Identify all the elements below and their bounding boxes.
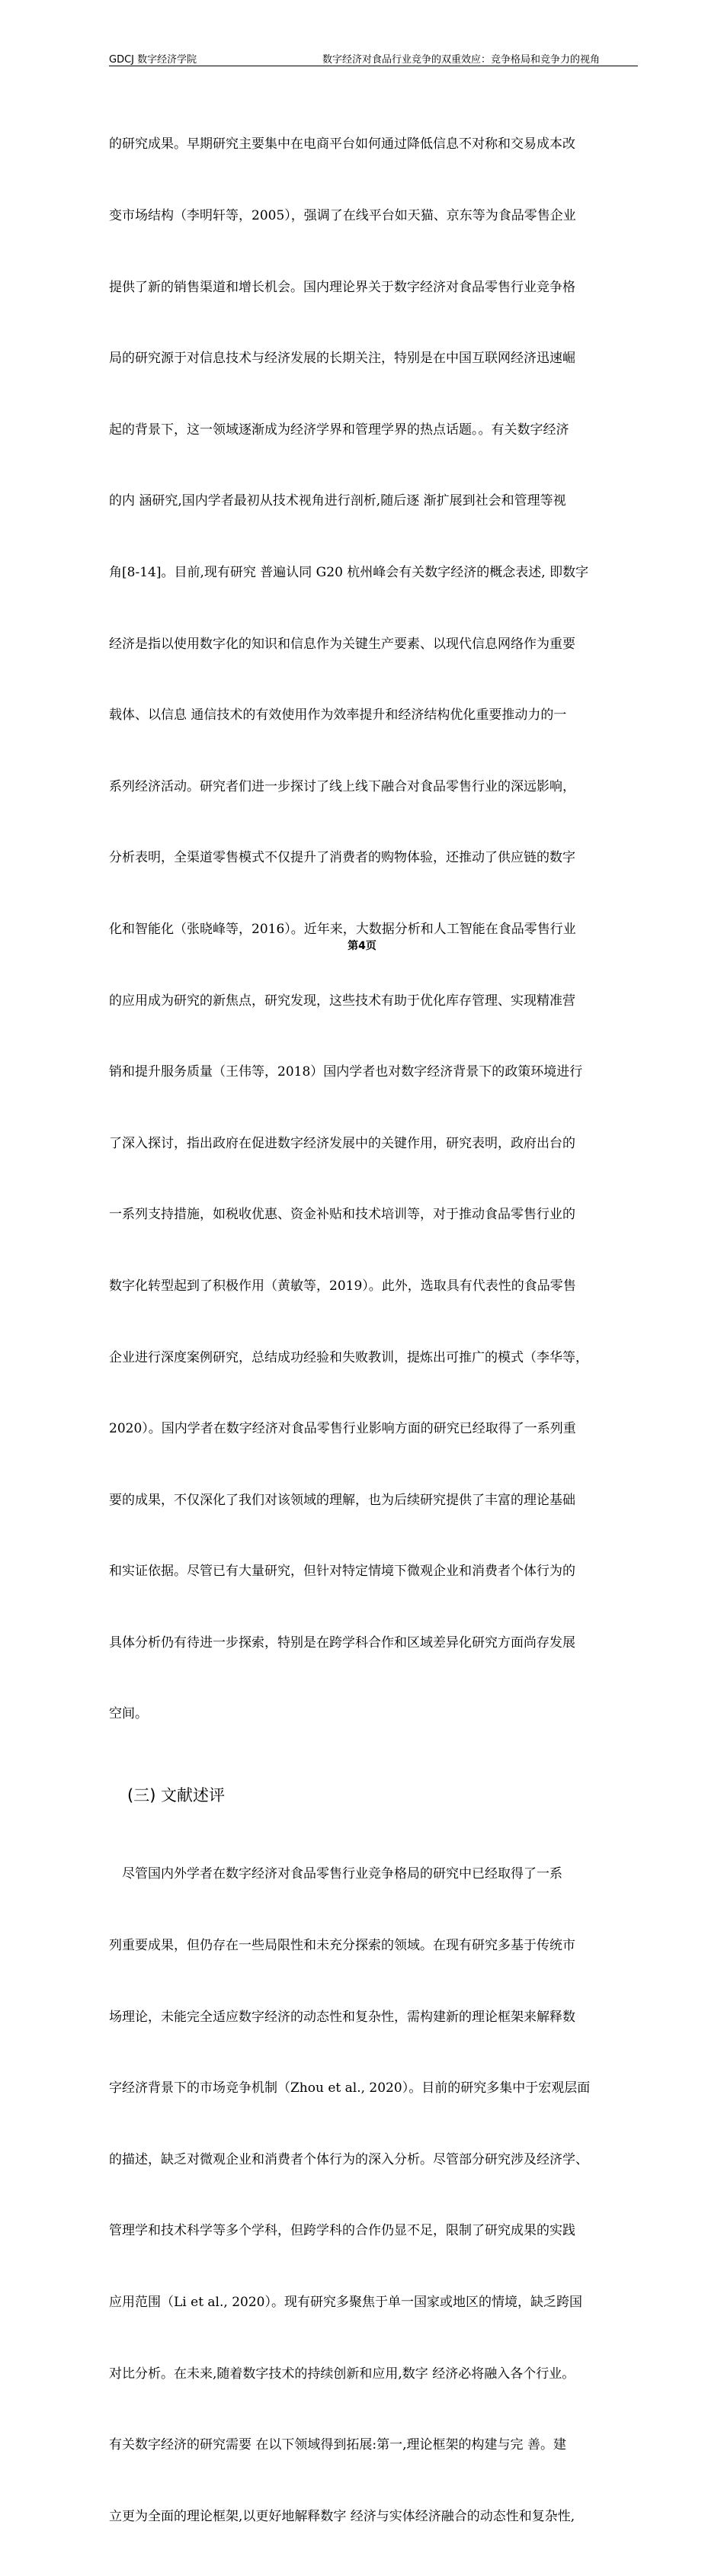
text-line: 字经济背景下的市场竞争机制（Zhou et al., 2020）。目前的研究多集中于宏观层面 [109,2080,591,2096]
text-line: 数字化转型起到了积极作用（黄敏等，2019）。此外，选取具有代表性的食品零售 [109,1278,576,1294]
text-line: 变市场结构（李明轩等，2005），强调了在线平台如天猫、京东等为食品零售企业 [109,208,576,223]
text-line: 角[8-14]。目前,现有研究 普遍认同 G20 杭州峰会有关数字经济的概念表述, 即数字 [109,564,589,580]
text-line: 企业进行深度案例研究，总结成功经验和失败教训，提炼出可推广的模式（李华等， [109,1349,588,1365]
text-line: 载体、以信息 通信技术的有效使用作为效率提升和经济结构优化重要推动力的一 [109,707,567,723]
text-line: 管理学和技术科学等多个学科，但跨学科的合作仍显不足，限制了研究成果的实践 [109,2223,575,2239]
text-line: 局的研究源于对信息技术与经济发展的长期关注，特别是在中国互联网经济迅速崛 [109,351,575,367]
text-line: 有关数字经济的研究需要 在以下领域得到拓展:第一,理论框架的构建与完 善。建 [109,2437,566,2453]
text-line: 立更为全面的理论框架,以更好地解释数字 经济与实体经济融合的动态性和复杂性, [109,2508,575,2524]
text-line: 销和提升服务质量（王伟等，2018）国内学者也对数字经济背景下的政策环境进行 [109,1064,583,1080]
text-line: 分析表明，全渠道零售模式不仅提升了消费者的购物体验，还推动了供应链的数字 [109,850,575,866]
text-line: 化和智能化（张晓峰等，2016）。近年来，大数据分析和人工智能在食品零售行业 [109,921,576,937]
text-line: 空间。 [109,1706,148,1722]
header-title: 数字经济对食品行业竞争的双重效应：竞争格局和竞争力的视角 [322,54,600,66]
page-number: 第4页 [348,940,376,952]
page-content [109,85,639,2576]
text-line: 对比分析。在未来,随着数字技术的持续创新和应用,数字 经济必将融入各个行业。 [109,2366,575,2382]
page-header [109,49,638,66]
header-institution: GDCJ 数字经济学院 [109,54,197,66]
text-line: 列重要成果，但仍存在一些局限性和未充分探索的领域。在现有研究多基于传统市 [109,1938,575,1954]
text-line: 的研究成果。早期研究主要集中在电商平台如何通过降低信息不对称和交易成本改 [109,136,575,152]
text-line: 的描述，缺乏对微观企业和消费者个体行为的深入分析。尽管部分研究涉及经济学、 [109,2151,588,2167]
text-line: 和实证依据。尽管已有大量研究，但针对特定情境下微观企业和消费者个体行为的 [109,1564,575,1580]
text-line: 场理论，未能完全适应数字经济的动态性和复杂性，需构建新的理论框架来解释数 [109,2009,575,2025]
text-line: 系列经济活动。研究者们进一步探讨了线上线下融合对食品零售行业的深远影响， [109,778,575,794]
text-line: 要的成果，不仅深化了我们对该领域的理解，也为后续研究提供了丰富的理论基础 [109,1492,575,1508]
text-line: 应用范围（Li et al., 2020）。现有研究多聚焦于单一国家或地区的情境，缺乏跨国 [109,2295,582,2311]
text-line: 起的背景下，这一领域逐渐成为经济学界和管理学界的热点话题。。有关数字经济 [109,422,569,438]
text-line: 的应用成为研究的新焦点，研究发现，这些技术有助于优化库存管理、实现精准营 [109,993,575,1009]
paragraph-literature-review [109,85,639,1774]
text-line: 2020）。国内学者在数字经济对食品零售行业影响方面的研究已经取得了一系列重 [109,1421,576,1437]
paragraph-literature-commentary [109,1815,639,2576]
text-line: 的内 涵研究,国内学者最初从技术视角进行剖析,随后逐 渐扩展到社会和管理等视 [109,493,566,509]
text-line: 尽管国内外学者在数字经济对食品零售行业竞争格局的研究中已经取得了一系 [109,1866,562,1882]
text-line: 一系列支持措施，如税收优惠、资金补贴和技术培训等，对于推动食品零售行业的 [109,1207,575,1223]
section-title-literature-commentary: (三) 文献述评 [127,1786,226,1805]
text-line: 了深入探讨，指出政府在促进数字经济发展中的关键作用，研究表明，政府出台的 [109,1135,575,1151]
text-line: 提供了新的销售渠道和增长机会。国内理论界关于数字经济对食品零售行业竞争格 [109,279,575,295]
text-line: 经济是指以使用数字化的知识和信息作为关键生产要素、以现代信息网络作为重要 [109,636,575,652]
text-line: 具体分析仍有待进一步探索，特别是在跨学科合作和区域差异化研究方面尚存发展 [109,1634,575,1651]
